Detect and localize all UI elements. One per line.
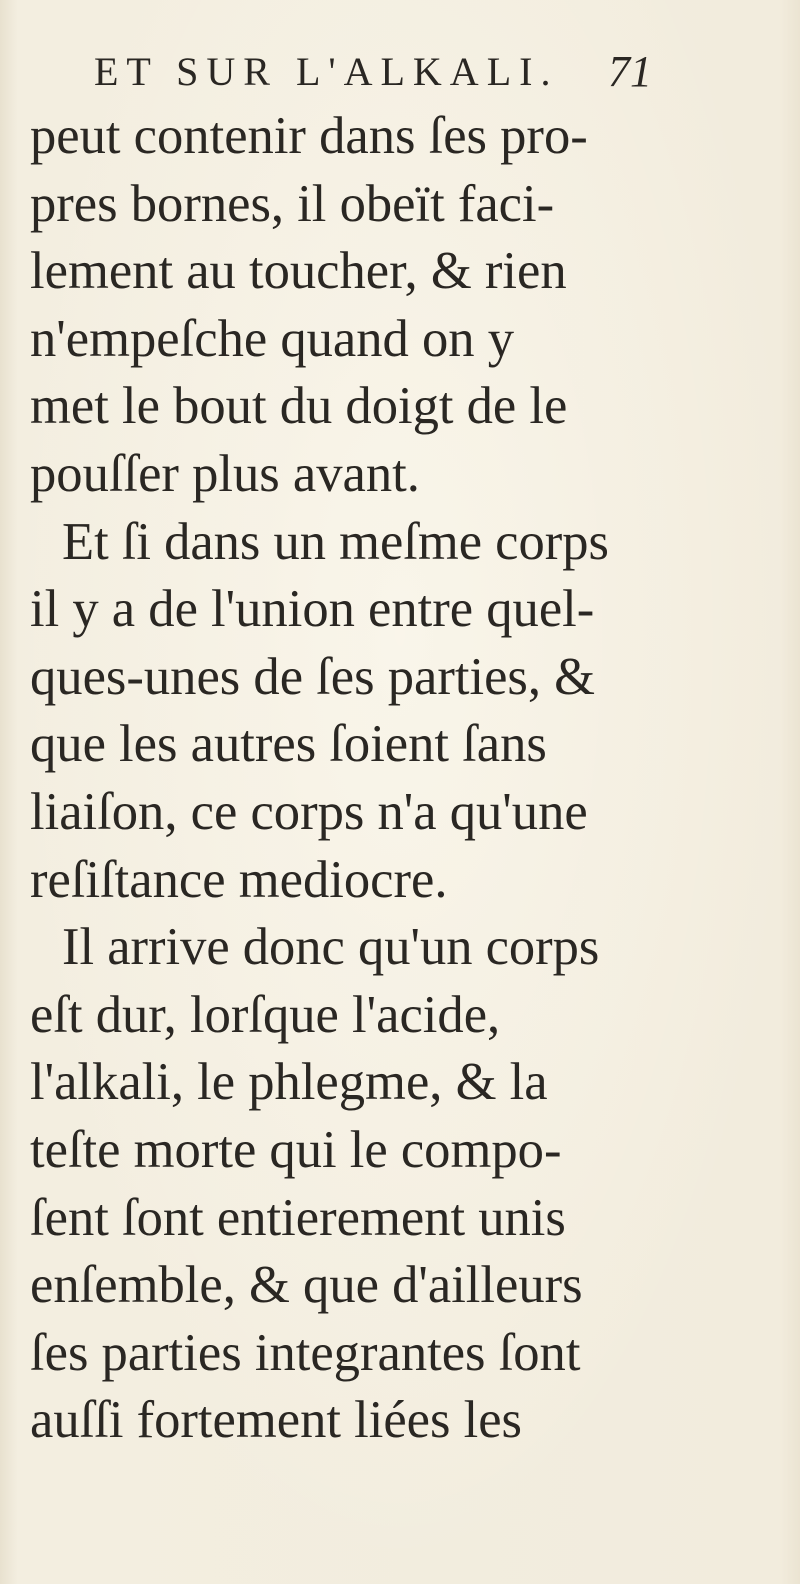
text-line: n'empeſche quand on y — [30, 309, 514, 368]
text-line: enſemble, & que d'ailleurs — [30, 1256, 583, 1315]
text-line: eſt dur, lorſque l'acide, — [30, 985, 501, 1044]
text-line: il y a de l'union entre quel- — [30, 580, 595, 639]
text-line: ſent ſont entierement unis — [30, 1188, 566, 1247]
text-line: met le bout du doigt de le — [30, 377, 568, 436]
text-line: teſte morte qui le compo- — [30, 1120, 562, 1179]
text-line: pouſſer plus avant. — [30, 444, 420, 503]
text-line: lement au toucher, & rien — [30, 242, 567, 301]
paragraph-start-line: Et ſi dans un meſme corps — [62, 512, 609, 571]
text-line: peut contenir dans ſes pro- — [30, 107, 588, 165]
text-line: ſes parties integrantes ſont — [30, 1323, 581, 1382]
text-line: l'alkali, le phlegme, & la — [30, 1053, 548, 1112]
text-line: pres bornes, il obeït faci- — [30, 174, 555, 233]
text-line: reſiſtance mediocre. — [30, 850, 448, 909]
text-line: auſſi fortement liées les — [30, 1391, 523, 1450]
paragraph-start-line: Il arrive donc qu'un corps — [62, 918, 600, 977]
text-line: liaiſon, ce corps n'a qu'une — [30, 782, 588, 841]
body-text — [30, 103, 790, 1455]
running-head: ET SUR L'ALKALI. — [94, 49, 559, 94]
page-number: 71 — [608, 47, 652, 96]
text-line: que les autres ſoient ſans — [30, 715, 547, 774]
page-header — [0, 42, 800, 102]
text-line: ques-unes de ſes parties, & — [30, 647, 596, 706]
